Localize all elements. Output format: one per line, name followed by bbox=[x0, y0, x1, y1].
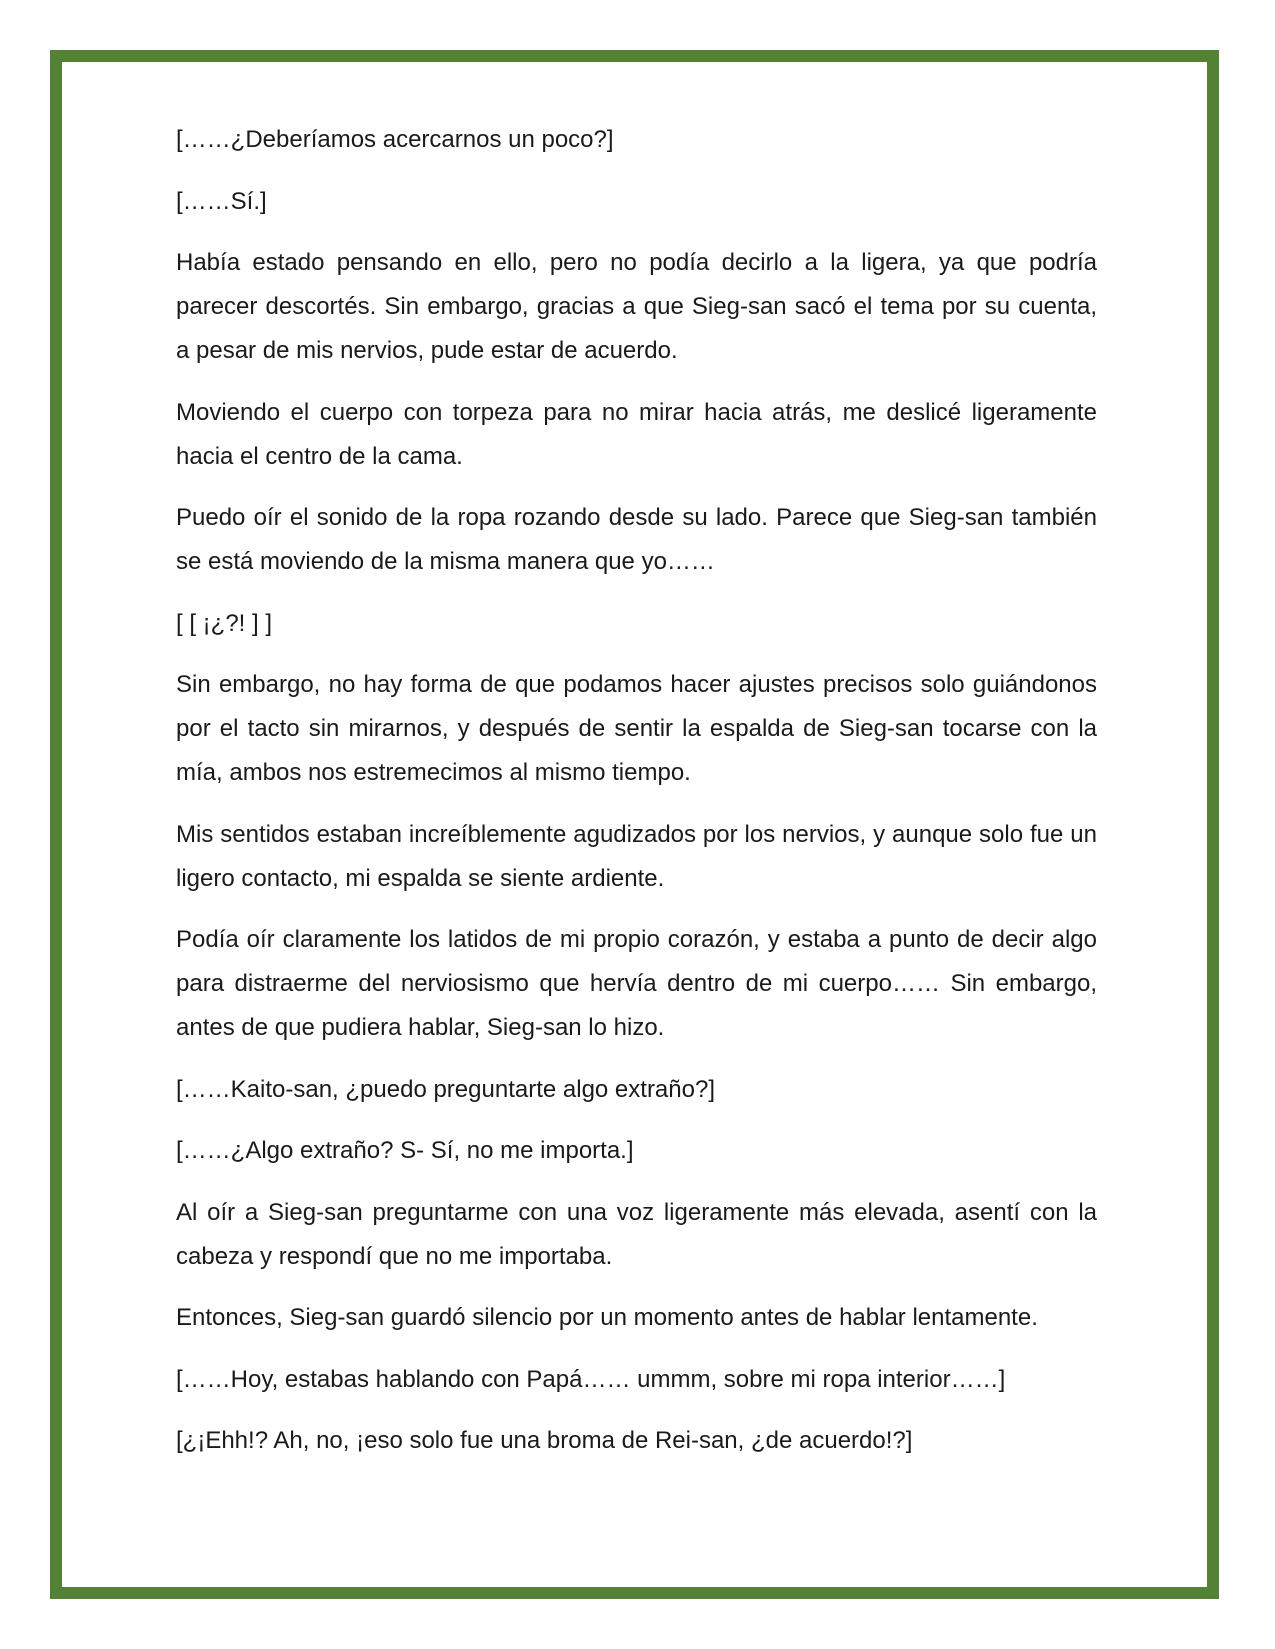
dialogue-line: [……Hoy, estabas hablando con Papá…… ummm, sobre mi ropa interior……] bbox=[176, 1365, 1006, 1393]
narration-paragraph: Puedo oír el sonido de la ropa rozando desde su lado. Parece que Sieg-san también se está moviendo de la misma manera que yo…… bbox=[176, 504, 1097, 575]
dialogue-line: [……Sí.] bbox=[176, 187, 267, 215]
dialogue-line: [……¿Algo extraño? S- Sí, no me importa.] bbox=[176, 1137, 634, 1164]
dialogue-line: [ [ ¡¿?! ] ] bbox=[176, 609, 273, 637]
dialogue-line: [¿¡Ehh!? Ah, no, ¡eso solo fue una broma de Rei-san, ¿de acuerdo!?] bbox=[176, 1427, 913, 1454]
narration-paragraph: Podía oír claramente los latidos de mi propio corazón, y estaba a punto de decir algo para distraerme del nerviosismo que hervía dentro de mi cuerpo…… Sin embargo, antes de que pudiera hablar, Sieg-san lo hizo. bbox=[176, 926, 1097, 1041]
narration-paragraph: Moviendo el cuerpo con torpeza para no mirar hacia atrás, me deslicé ligeramente hacia el centro de la cama. bbox=[176, 398, 1097, 470]
narration-paragraph: Había estado pensando en ello, pero no podía decirlo a la ligera, ya que podría parecer descortés. Sin embargo, gracias a que Sieg-san sacó el tema por su cuenta, a pesar de mis nervios, pude estar de acuerdo. bbox=[176, 249, 1097, 364]
document-body bbox=[176, 118, 1097, 1481]
narration-paragraph: Entonces, Sieg-san guardó silencio por un momento antes de hablar lentamente. bbox=[176, 1304, 1038, 1331]
narration-paragraph: Mis sentidos estaban increíblemente agudizados por los nervios, y aunque solo fue un ligero contacto, mi espalda se siente ardiente. bbox=[176, 820, 1097, 892]
narration-paragraph: Al oír a Sieg-san preguntarme con una voz ligeramente más elevada, asentí con la cabeza y respondí que no me importaba. bbox=[176, 1198, 1097, 1270]
dialogue-line: [……¿Deberíamos acercarnos un poco?] bbox=[176, 126, 614, 153]
dialogue-line: [……Kaito-san, ¿puedo preguntarte algo extraño?] bbox=[176, 1075, 715, 1103]
narration-paragraph: Sin embargo, no hay forma de que podamos hacer ajustes precisos solo guiándonos por el tacto sin mirarnos, y después de sentir la espalda de Sieg-san tocarse con la mía, ambos nos estremecimos al mismo tiempo. bbox=[176, 671, 1097, 786]
